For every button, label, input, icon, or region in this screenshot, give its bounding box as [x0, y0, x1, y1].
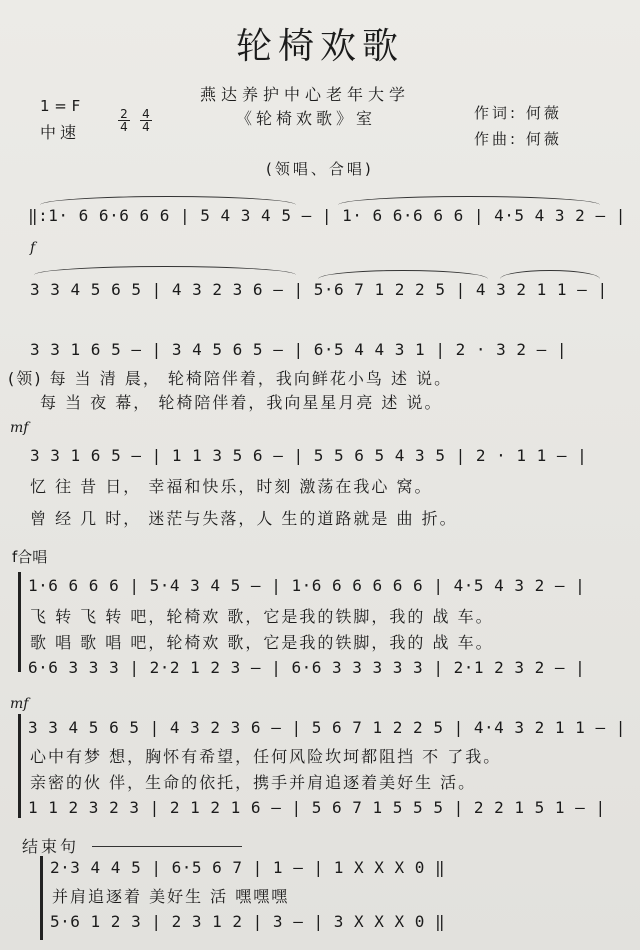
lyric-line-5b: 歌 唱 歌 唱 吧，轮椅欢 歌，它是我的铁脚，我的 战 车。	[30, 633, 494, 652]
organization: 燕达养护中心老年大学	[200, 85, 411, 104]
dynamic-f: f	[30, 240, 36, 256]
music-line-6: 3 3 4 5 6 5 | 4 3 2 3 6 — | 5 6 7 1 2 2 5 | 4·4 3 2 1 1 — |	[28, 718, 626, 737]
lyric-line-3a: (领) 每 当 清 晨， 轮椅陪伴着，我向鲜花小鸟 述 说。	[8, 369, 453, 388]
composer-credit: 作曲: 何薇	[474, 130, 562, 148]
system-brace	[18, 714, 21, 818]
ending-dashed-line	[92, 846, 242, 847]
system-brace	[18, 572, 21, 672]
music-line-5: 1·6 6 6 6 | 5·4 3 4 5 — | 1·6 6 6 6 6 6 | 4·5 4 3 2 — |	[28, 576, 586, 595]
slur	[338, 196, 600, 205]
slur	[34, 266, 296, 275]
lyric-line-6b: 亲密的伙 伴，生命的依托，携手并肩追逐着美好生 活。	[30, 773, 477, 792]
meter-denominator: 4	[142, 120, 150, 134]
lyric-line-5a: 飞 转 飞 转 吧，轮椅欢 歌，它是我的铁脚，我的 战 车。	[30, 607, 494, 626]
meter-numerator: 2	[118, 108, 130, 121]
meter-denominator: 4	[120, 120, 128, 134]
page-title: 轮椅欢歌	[235, 26, 404, 67]
tempo-marking: 中速	[40, 123, 81, 142]
lyric-line-4a: 忆 往 昔 日， 幸福和快乐，时刻 激荡在我心 窝。	[30, 477, 433, 496]
lyricist-credit: 作词: 何薇	[474, 104, 562, 122]
dynamic-f-chorus: f合唱	[12, 548, 48, 566]
meter-numerator: 4	[140, 108, 152, 121]
lyric-line-6a: 心中有梦 想，胸怀有希望，任何风险坎坷都阻挡 不 了我。	[30, 747, 502, 766]
slur	[318, 270, 488, 279]
slur	[500, 270, 600, 279]
performance-mode: (领唱、合唱)	[266, 160, 374, 178]
music-line-7: 2·3 4 4 5 | 6·5 6 7 | 1 — | 1 X X X 0 ‖	[50, 858, 446, 877]
lyric-line-7: 并肩追逐着 美好生 活 嘿嘿嘿	[52, 887, 290, 906]
music-line-2: 3 3 4 5 6 5 | 4 3 2 3 6 — | 5·6 7 1 2 2 5 | 4 3 2 1 1 — |	[30, 280, 608, 299]
time-signature-2-4	[118, 108, 130, 133]
room-name: 《轮椅欢歌》室	[236, 109, 377, 128]
music-line-4: 3 3 1 6 5 — | 1 1 3 5 6 — | 5 5 6 5 4 3 5 | 2 · 1 1 — |	[30, 446, 588, 465]
music-line-3: 3 3 1 6 5 — | 3 4 5 6 5 — | 6·5 4 4 3 1 | 2 · 3 2 — |	[30, 340, 568, 359]
lyric-line-4b: 曾 经 几 时， 迷茫与失落，人 生的道路就是 曲 折。	[30, 509, 458, 528]
music-line-5-lower: 6·6 3 3 3 | 2·2 1 2 3 — | 6·6 3 3 3 3 3 | 2·1 2 3 2 — |	[28, 658, 586, 677]
time-signature-4-4	[140, 108, 152, 133]
key-signature: 1 = F	[40, 97, 81, 115]
ending-label: 结束句	[22, 837, 80, 856]
music-line-7-lower: 5·6 1 2 3 | 2 3 1 2 | 3 — | 3 X X X 0 ‖	[50, 912, 446, 931]
dynamic-mf: mf	[10, 420, 29, 436]
slur	[40, 196, 296, 205]
system-brace	[40, 856, 43, 940]
music-line-1: ‖:1· 6 6·6 6 6 | 5 4 3 4 5 — | 1· 6 6·6 6 6 | 4·5 4 3 2 — |	[28, 206, 626, 225]
dynamic-mf-2: mf	[10, 696, 29, 712]
lyric-line-3b: 每 当 夜 幕， 轮椅陪伴着，我向星星月亮 述 说。	[40, 393, 443, 412]
music-line-6-lower: 1 1 2 3 2 3 | 2 1 2 1 6 — | 5 6 7 1 5 5 5 | 2 2 1 5 1 — |	[28, 798, 606, 817]
